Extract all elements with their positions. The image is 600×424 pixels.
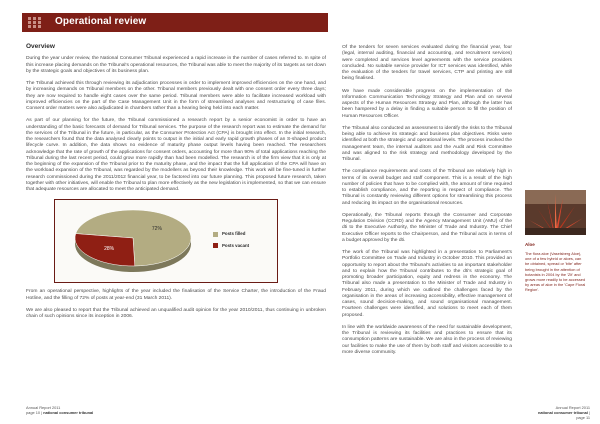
paragraph: The Tribunal also conducted an assessment to identify the risks to the Tribunal being able to achieve its strategic and business plan objectives. Risks were identified at both the strategic and operational levels. The process involved the management team, the internal auditors and the Audit and Risk Committee and was aligned to the risk strategy and methodology developed by the Tribunal. [342, 125, 512, 162]
legend-item [213, 243, 249, 249]
legend-label: Posts vacant [222, 242, 250, 248]
paragraph: The work of the Tribunal was highlighted in a presentation to Parliament's Portfolio Committee on Trade and Industry in October 2010. This provided an opportunity to report about the Tribunal's activities to an important stakeholder and to explain how the Tribunal contributes to the dti's strategic goal of promoting broader participation, equity and redress in the economy. The Tribunal also made a presentation to the Minister of Trade and Industry in February 2011, during which we outlined the challenges faced by the organisation in the areas of increasing accessibility, effective management of cases, sound decision-making, and sound organisational management. Fourteen challenges were identified, and solutions to meet each of them proposed. [342, 250, 512, 318]
footer-page-number: page 10 [26, 410, 41, 415]
footer-org-name: national consumer tribunal [537, 410, 588, 415]
paragraph: We have made considerable progress on the implementation of the Information Communication Technology Strategy and Plan and on several aspects of the Human Resources Strategy and Plan, although the latter has been hampered by a delay in finding a suitable person to fill the position of Human Resources Officer. [342, 88, 512, 119]
overview-heading: Overview [26, 43, 55, 50]
footer-page-line: national consumer tribunal | page 11 [537, 410, 590, 420]
paragraph: During the year under review, the National Consumer Tribunal experienced a rapid increase in the number of cases referred to. In spite of this increase placing demands on the Tribunal's operational resources, the Tribunal was able to meet the majority of its targets as set down by the strategic goals and objectives of its business plan. [26, 56, 326, 74]
paragraph: We are also pleased to report that the Tribunal achieved an unqualified audit opinion for the year 2010/2011, thus continuing in unbroken chain of such opinions since its inception in 2006. [26, 307, 326, 319]
footer-page-number: page 11 [576, 415, 590, 420]
footer-page-line: page 10 | national consumer tribunal [26, 410, 94, 415]
paragraph: The Tribunal achieved this through reviewing its adjudication processes in order to implement improved efficiencies on the one hand, and by increasing demands on Tribunal members on the other. Tribunal members previously dealt with one consent order every three days; they are now required to handle eight cases over the same period. Tribunal members were able to facilitate increased workload with improved efficiencies on the part of the Case Management Unit in the form of streamlined analyses and restructuring of case files. Consent order matters were also adjudicated in chambers rather than a hearing being held into each matter. [26, 81, 326, 111]
pie-data-label: 28% [104, 246, 115, 253]
section-banner [22, 13, 328, 32]
paragraph: Of the tenders for seven services evaluated during the financial year, four (legal, internal auditing, financial and accounting, and recruitment services) were completed and services level agreements with the service providers concluded. No suitable service provider for ICT services was identified, while the evaluation of the tenders for travel services, CTP and printing are still being finalised. [342, 45, 512, 82]
caption-text: The flora aloe (Vaselsberg Aloe), one of a few hybrid or aloes, can be obtained, spread or 'bite' after being brought in the attention of botanists in 2004 by the 'Zlt' and grows more readily to be accessed by areas of aloe in the 'Cape Floral Region'. [525, 251, 586, 293]
paragraph: In line with the worldwide awareness of the need for sustainable development, the Tribunal is reviewing its facilities and practices to ensure that its consumption patterns are sustainable. We are also in the process of reviewing our facilities to make the use of them by both staff and visitors accessible to a more diverse community. [342, 324, 512, 355]
right-column [342, 45, 512, 362]
footer-right [535, 405, 590, 420]
aloe-plant-image [525, 190, 586, 235]
pie-data-label: 72% [151, 226, 162, 233]
posts-pie-chart [54, 199, 278, 283]
paragraph: The compliance requirements and costs of the Tribunal are relatively high in terms of its overall budget and staff component. This is a result of the high number of policies that have to be complied with, the amount of time required to establish compliance, and the reporting in respect of compliance. The Tribunal is constantly reviewing different options for streamlining this process and reducing its impact on the organisational resources. [342, 169, 512, 206]
footer-report-label: Annual Report 2011 [555, 405, 590, 410]
banner-dots-icon [28, 17, 42, 29]
paragraph: As part of our planning for the future, the Tribunal commissioned a research report by a senior economist in order to have an understanding of the basic forecasts of demand for Tribunal services. The purpose of the research report was to estimate the demand for the services of the Tribunal in the future, in particular, as the Consumer Protection Act (CPA) is brought into effect. In the initial research, the researchers found that the data analysed clearly points to output in the initial and early rapid growth phases of an S-shaped product lifecycle curve. In addition, the data shows no evidence of maturity phase output levels having been reached. The researchers acknowledge that the rate of growth of the applications for consent orders, accounting for more than 90% of total applications reaching the Tribunal during the last recent period, could grow more rapidly than had been modelled. The research is of the firm view that it is only at the beginning of the expansion of the Tribunal prior to the maturity phase, and the impact that the full application of the CPA will have on the workload expansion of the Tribunal, was regarded by the modellers as beyond their knowledge. This work will be fine-tuned in further research commissioned during the 2011/2012 financial year, to be factored into our future planning. This proposed future research, taken together with other initiatives, will enable the Tribunal to plan more effectively as the new legislation is implemented, so that we can ensure that adequate resources are allocated to meet the anticipated demand. [26, 118, 326, 192]
footer-report-label: Annual Report 2011 [26, 405, 61, 410]
left-column [26, 44, 326, 326]
photo-caption [525, 242, 586, 342]
legend-swatch [213, 232, 218, 237]
legend-item [213, 231, 249, 237]
footer-org-name: national consumer tribunal [43, 410, 94, 415]
aloe-photo [525, 190, 586, 235]
section-title: Operational review [55, 16, 147, 27]
caption-title: Aloe [525, 242, 535, 247]
legend-swatch [213, 243, 218, 248]
paragraph: From an operational perspective, highlights of the year included the finalisation of the Service Charter, the introduction of the Fraud Hotline, and the filling of 72% of posts at year-end (31 March 2011). [26, 289, 326, 301]
footer-left [26, 405, 93, 415]
paragraph: Operationally, the Tribunal reports through the Consumer and Corporate Regulation Division (CCRD) and the Agency Management Unit (AMU) of the dti to the Executive Authority, the Minister of Trade and Industry. The Chief Executive Officer reports to the Chairperson, and the Tribunal acts in terms of a budget approved by the dti. [342, 212, 512, 243]
chart-legend [213, 231, 249, 254]
legend-label: Posts filled [222, 231, 246, 237]
